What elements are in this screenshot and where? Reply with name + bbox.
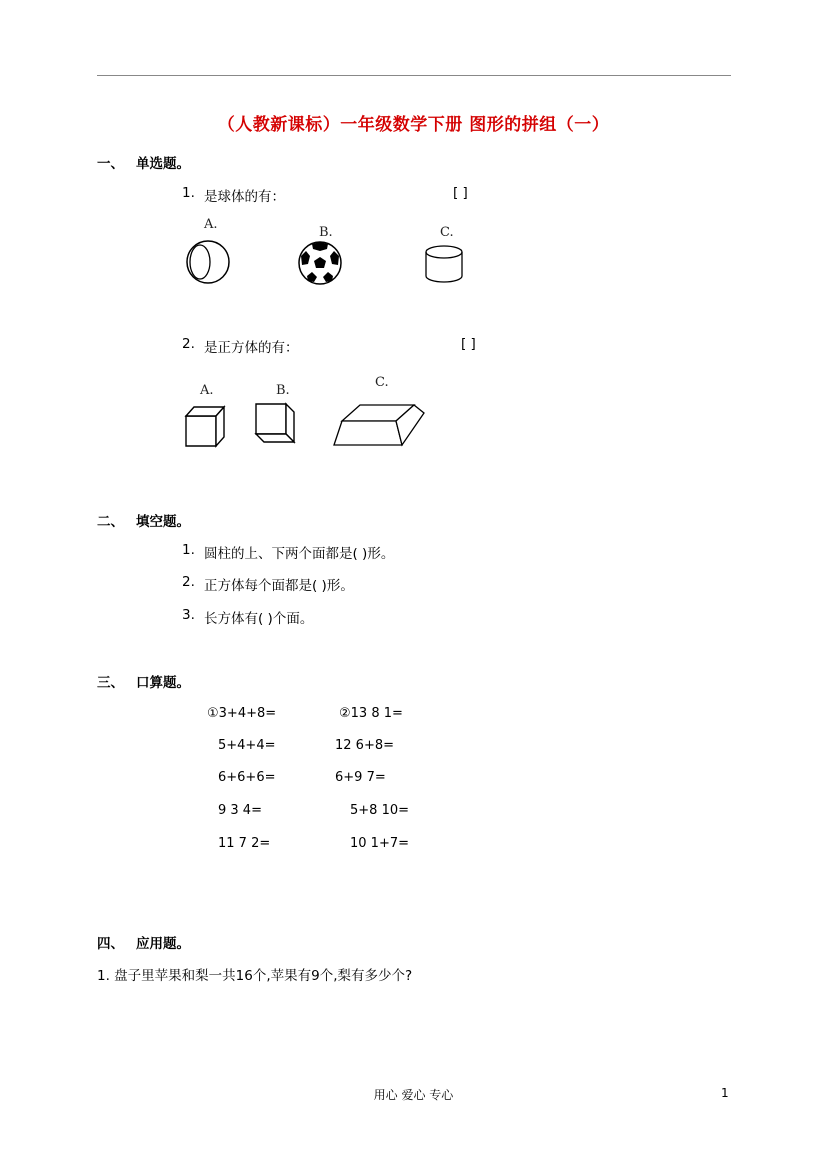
question-2-option-c-label: C. [375, 375, 389, 390]
question-1-text: 是球体的有： [204, 189, 285, 205]
calc-left-4: 9 3 4= [218, 803, 262, 818]
calc-right-4: 5+8 10= [350, 803, 410, 818]
sphere-outline-figure [185, 238, 233, 286]
section-3-heading: 口算题。 [136, 675, 190, 691]
question-2-text: 是正方体的有： [204, 340, 299, 356]
header-rule [97, 75, 731, 76]
fill-1-number: 1. [182, 542, 195, 558]
question-2-number: 2. [182, 336, 195, 352]
box-figure [254, 402, 298, 446]
section-4-heading: 应用题。 [136, 936, 190, 952]
fill-2-text: 正方体每个面都是( )形。 [204, 578, 354, 594]
question-1-answer-bracket[interactable]: [ ] [453, 185, 468, 201]
question-1-number: 1. [182, 185, 195, 201]
fill-1-text: 圆柱的上、下两个面都是( )形。 [204, 546, 395, 562]
calc-left-5: 11 7 2= [218, 836, 271, 851]
question-1-option-a-label: A. [204, 217, 218, 232]
section-3-number: 三、 [97, 675, 124, 691]
page-number: 1 [721, 1086, 729, 1100]
word-problem-1: 1. 盘子里苹果和梨一共16个,苹果有9个,梨有多少个? [97, 968, 413, 984]
cylinder-figure [425, 244, 465, 284]
page-title: （人教新课标）一年级数学下册 图形的拼组（一） [217, 115, 610, 135]
section-2-number: 二、 [97, 514, 124, 530]
fill-3-number: 3. [182, 607, 195, 623]
calc-right-3: 6+9 7= [335, 770, 386, 785]
question-1-option-b-label: B. [319, 225, 333, 240]
cube-figure [184, 404, 228, 448]
slanted-prism-figure [332, 395, 427, 450]
section-2-heading: 填空题。 [136, 514, 190, 530]
fill-2-number: 2. [182, 574, 195, 590]
calc-left-3: 6+6+6= [218, 770, 276, 785]
soccer-ball-figure [298, 240, 344, 286]
section-1-heading: 单选题。 [136, 156, 190, 172]
question-2-answer-bracket[interactable]: [ ] [461, 336, 476, 352]
section-4-number: 四、 [97, 936, 124, 952]
question-2-option-a-label: A. [200, 383, 214, 398]
section-1-number: 一、 [97, 156, 124, 172]
calc-left-1: ①3+4+8= [207, 706, 277, 721]
calc-right-5: 10 1+7= [350, 836, 410, 851]
fill-3-text: 长方体有( )个面。 [204, 611, 314, 627]
calc-right-1: ②13 8 1= [339, 706, 403, 721]
question-1-option-c-label: C. [440, 225, 454, 240]
question-2-option-b-label: B. [276, 383, 290, 398]
calc-left-2: 5+4+4= [218, 738, 276, 753]
footer-motto: 用心 爱心 专心 [373, 1088, 454, 1102]
calc-right-2: 12 6+8= [335, 738, 395, 753]
